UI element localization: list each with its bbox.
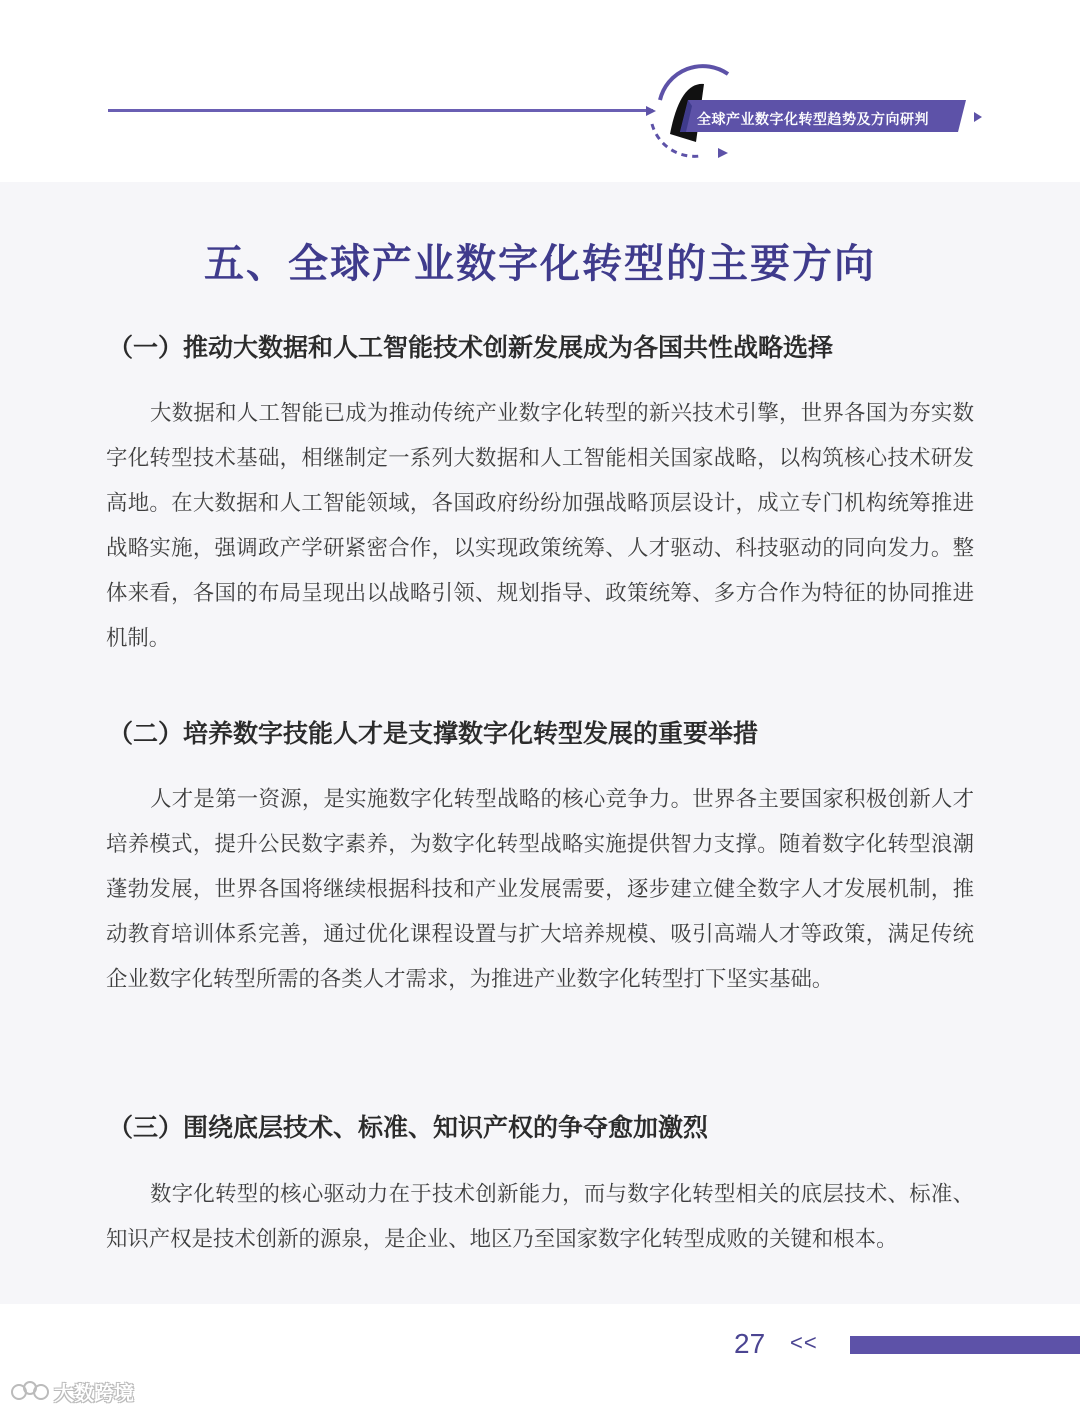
watermark-text: 大数跨境 [54,1380,134,1405]
section-body-2: 人才是第一资源，是实施数字化转型战略的核心竞争力。世界各主要国家积极创新人才培养模式，提升公民数字素养，为数字化转型战略实施提供智力支撑。随着数字化转型浪潮蓬勃发展，世界各国将继续根据科技和产业发展需要，逐步建立健全数字人才发展机制，推动教育培训体系完善，通过优化课程设置与扩大培养规模、吸引高端人才等政策，满足传统企业数字化转型所需的各类人才需求，为推进产业数字化转型打下坚实基础。 [106,787,974,992]
chapter-title: 五、全球产业数字化转型的主要方向 [204,241,876,287]
section-heading-3: （三）围绕底层技术、标准、知识产权的争夺愈加激烈 [108,1113,709,1142]
section-body-3: 数字化转型的核心驱动力在于技术创新能力，而与数字化转型相关的底层技术、标准、知识产权是技术创新的源泉，是企业、地区乃至国家数字化转型成败的关键和根本。 [106,1182,974,1252]
section-body-1: 大数据和人工智能已成为推动传统产业数字化转型的新兴技术引擎，世界各国为夯实数字化转型技术基础，相继制定一系列大数据和人工智能相关国家战略，以构筑核心技术研发高地。在大数据和人工智能领域，各国政府纷纷加强战略顶层设计，成立专门机构统筹推进战略实施，强调政产学研紧密合作，以实现政策统筹、人才驱动、科技驱动的同向发力。整体来看，各国的布局呈现出以战略引领、规划指导、政策统筹、多方合作为特征的协同推进机制。 [106,401,974,651]
footer-bar [850,1336,1080,1354]
watermark-logo-icon [10,1378,50,1404]
page-header [0,0,1080,182]
section-heading-1: （一）推动大数据和人工智能技术创新发展成为各国共性战略选择 [108,333,834,362]
header-rule [108,109,653,112]
page-number: 27 [734,1328,766,1359]
previous-page-arrows[interactable]: << [790,1330,818,1355]
header-title: 全球产业数字化转型趋势及方向研判 [697,112,929,128]
section-heading-2: （二）培养数字技能人才是支撑数字化转型发展的重要举措 [108,719,759,748]
watermark [10,1376,134,1406]
